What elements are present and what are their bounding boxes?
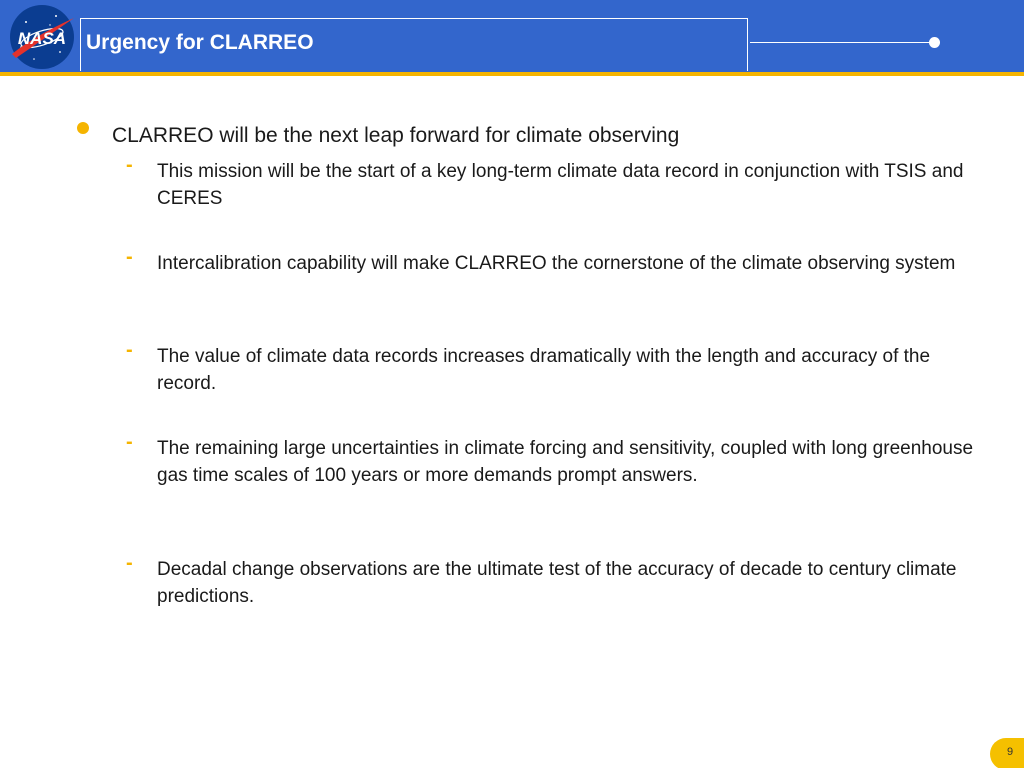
slide-title: Urgency for CLARREO: [86, 31, 314, 54]
dash-marker: -: [126, 431, 133, 453]
dash-marker: -: [126, 552, 133, 574]
logo-wordmark: NASA: [17, 29, 67, 48]
bullet-text: CLARREO will be the next leap forward for climate observing: [112, 124, 680, 147]
sub-bullet-text: This mission will be the start of a key long-term climate data record in conjunction with TSIS and CERES: [157, 161, 964, 209]
sub-bullet-text: The value of climate data records increases dramatically with the length and accuracy of the record.: [157, 346, 931, 394]
sub-bullet-text: The remaining large uncertainties in climate forcing and sensitivity, coupled with long greenhouse gas time scales of 100 years or more demands prompt answers.: [157, 438, 974, 486]
dash-marker: -: [126, 339, 133, 361]
dash-marker: -: [126, 246, 133, 268]
dash-marker: -: [126, 154, 133, 176]
sub-bullet-text: Intercalibration capability will make CLARREO the cornerstone of the climate observing system: [157, 253, 956, 274]
sub-bullet-text: Decadal change observations are the ultimate test of the accuracy of decade to century climate predictions.: [157, 559, 957, 607]
bullet-dot: [77, 122, 89, 134]
page-number: 9: [1007, 746, 1014, 758]
